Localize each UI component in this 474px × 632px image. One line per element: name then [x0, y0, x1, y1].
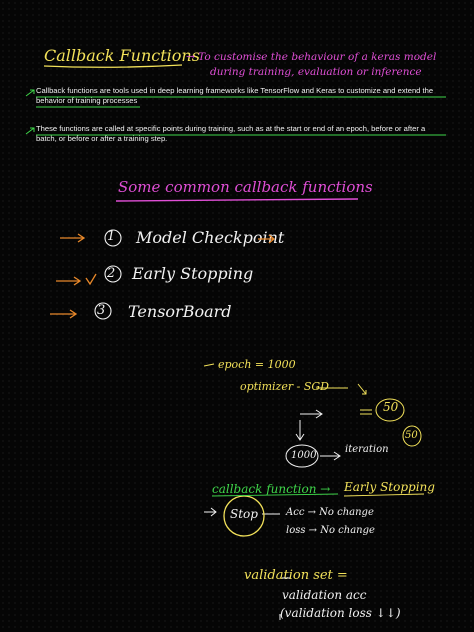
- early-stopping-note: Early Stopping: [344, 480, 435, 494]
- number-circles: [95, 230, 121, 319]
- stop-circle: [224, 496, 264, 536]
- paragraph-callback-definition: Callback functions are tools used in deep learning frameworks like TensorFlow and Keras to customize and extend the behavior of training processes: [36, 86, 434, 105]
- sketch-strokes: [204, 364, 421, 446]
- circled-50-right: 50: [405, 430, 418, 441]
- callback-underline: [212, 494, 338, 496]
- list-item-early-stopping: Early Stopping: [132, 264, 254, 283]
- circled-50-top: 50: [383, 400, 399, 414]
- validation-set-note: validation set =: [244, 568, 348, 583]
- list-number-1: 1: [107, 229, 116, 244]
- circled-1000: 1000: [291, 450, 317, 461]
- list-item-model-checkpoint: Model Checkpoint: [136, 228, 285, 247]
- margin-arrow-1: [26, 90, 34, 96]
- list-number-3: 3: [97, 303, 106, 318]
- iteration-note: iteration: [345, 444, 389, 455]
- title-note-line-2: during training, evaluation or inference: [210, 66, 422, 78]
- epoch-note: epoch = 1000: [218, 358, 296, 371]
- optimizer-note: optimizer - SGD: [240, 380, 329, 393]
- stop-note: Stop: [230, 507, 258, 521]
- loss-no-change-note: loss → No change: [286, 525, 375, 536]
- section-heading: Some common callback functions: [118, 178, 373, 196]
- list-arrows: [50, 234, 274, 318]
- title-note-line-1: → To customise the behaviour of a keras model: [186, 51, 437, 63]
- validation-loss-note: (validation loss ↓↓): [280, 606, 401, 620]
- page-title: Callback Functions: [44, 46, 200, 65]
- callback-function-note: callback function →: [212, 482, 331, 496]
- validation-acc-note: validation acc: [282, 588, 367, 602]
- paragraph-callback-timing: These functions are called at specific points during training, such as at the start or end of an epoch, before or after a batch, or before or after a training step.: [36, 124, 426, 143]
- list-item-tensorboard: TensorBoard: [128, 302, 232, 321]
- margin-arrow-2: [26, 128, 34, 134]
- early-stopping-underline: [344, 494, 424, 496]
- title-underline: [44, 65, 182, 67]
- acc-no-change-note: Acc → No change: [286, 507, 374, 518]
- heading-underline: [116, 199, 358, 201]
- list-number-2: 2: [107, 266, 116, 281]
